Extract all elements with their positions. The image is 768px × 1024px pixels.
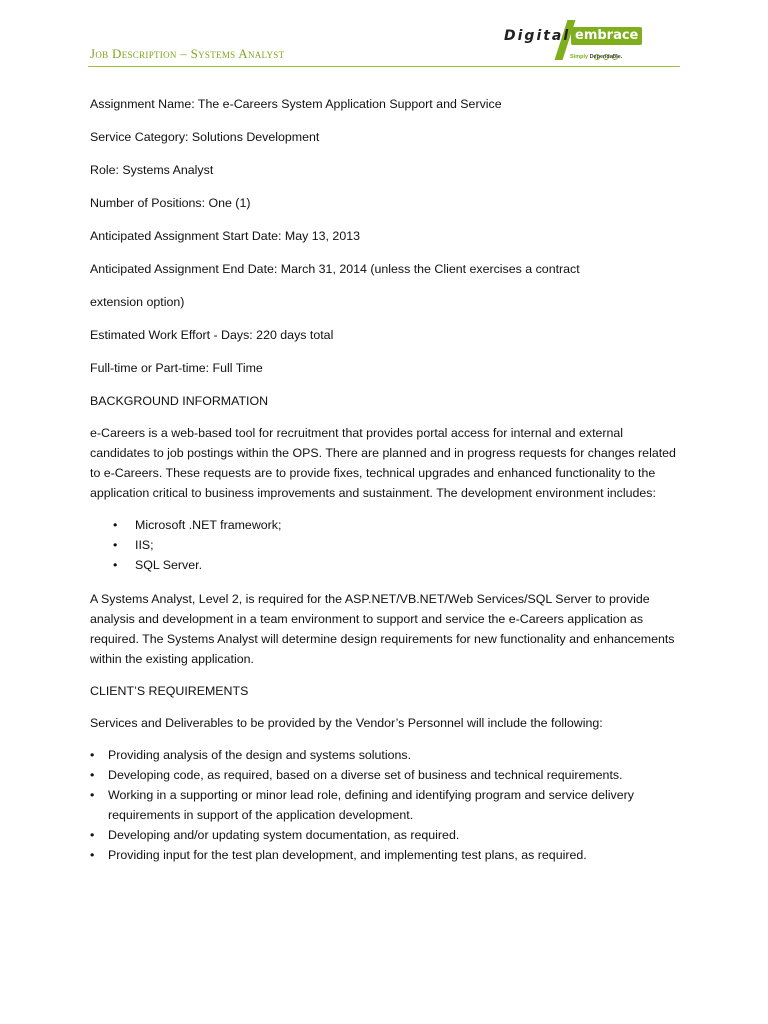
document-header-title: Job Description – Systems Analyst [90, 46, 285, 61]
field-end-date-continued: extension option) [90, 295, 185, 309]
field-start-date: Anticipated Assignment Start Date: May 13, 2013 [90, 229, 360, 243]
field-service-category: Service Category: Solutions Development [90, 130, 320, 144]
field-work-effort: Estimated Work Effort - Days: 220 days total [90, 328, 334, 342]
list-item: • Developing code, as required, based on a diverse set of business and technical requirements. [90, 765, 682, 785]
header-divider [88, 66, 680, 67]
background-intro-paragraph: e-Careers is a web-based tool for recruitment that provides portal access for internal and external candidates to job postings within the OPS. There are planned and in progress requests for changes related to e-Careers. These requests are to provide fixes, technical upgrades and enhanced functionality to the application critical to business improvements and sustainment. The development environment includes: [90, 426, 676, 500]
list-item: • Providing analysis of the design and systems solutions. [90, 745, 682, 765]
logo-tagline-b: Dependable. [589, 54, 623, 60]
list-item: • Working in a supporting or minor lead role, defining and identifying program and service delivery requirements in support of the application development. [90, 785, 682, 825]
requirements-heading: CLIENT’S REQUIREMENTS [90, 684, 249, 698]
document-body [90, 94, 682, 865]
field-end-date: Anticipated Assignment End Date: March 31, 2014 (unless the Client exercises a contract [90, 262, 580, 276]
field-number-of-positions: Number of Positions: One (1) [90, 196, 251, 210]
logo-word-digital: Digital [504, 28, 571, 44]
list-item: • IIS; [90, 535, 682, 555]
list-item: • Providing input for the test plan development, and implementing test plans, as required. [90, 845, 682, 865]
field-assignment-name: Assignment Name: The e-Careers System Application Support and Service [90, 97, 502, 111]
logo-tagline-a: Simply [570, 54, 589, 60]
role-description-paragraph: A Systems Analyst, Level 2, is required for the ASP.NET/VB.NET/Web Services/SQL Server to provide analysis and development in a team environment to support and service the e-Careers application as required. The Systems Analyst will determine design requirements for new functionality and enhancements within the existing application. [90, 592, 675, 666]
requirements-list [90, 745, 682, 865]
field-employment-type: Full-time or Part-time: Full Time [90, 361, 263, 375]
list-item: • SQL Server. [90, 555, 682, 575]
list-item: • Developing and/or updating system documentation, as required. [90, 825, 682, 845]
background-heading: BACKGROUND INFORMATION [90, 394, 269, 408]
field-role: Role: Systems Analyst [90, 163, 214, 177]
company-logo [498, 18, 639, 64]
tech-environment-list [90, 515, 682, 575]
logo-word-embrace: embrace [571, 27, 642, 45]
logo-tagline [570, 54, 622, 60]
list-item: • Microsoft .NET framework; [90, 515, 682, 535]
requirements-intro: Services and Deliverables to be provided by the Vendor’s Personnel will include the following: [90, 716, 603, 730]
